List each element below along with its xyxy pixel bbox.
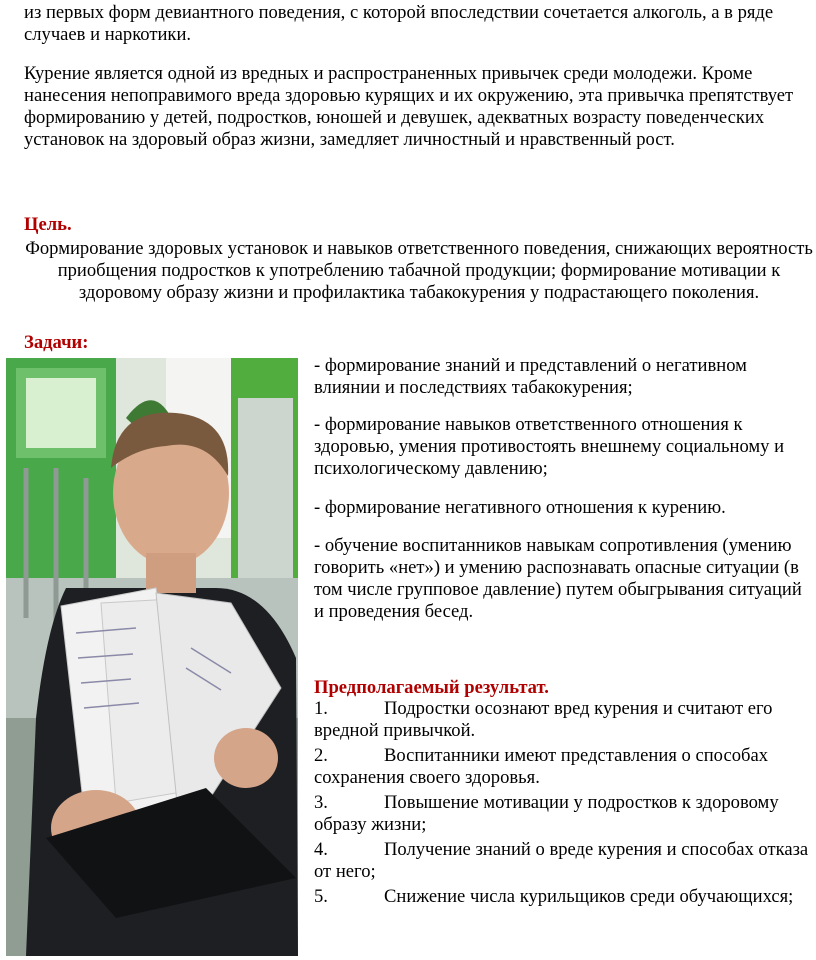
intro-paragraph-1: из первых форм девиантного поведения, с которой впоследствии сочетается алкоголь, а в ряде случаев и наркотики. bbox=[24, 2, 774, 45]
results-heading: Предполагаемый результат. bbox=[314, 677, 549, 698]
result-text: Получение знаний о вреде курения и способах отказа от него; bbox=[314, 839, 809, 882]
tasks-heading: Задачи: bbox=[24, 332, 89, 353]
result-number: 2. bbox=[314, 745, 328, 766]
goal-heading: Цель. bbox=[24, 214, 72, 235]
result-item-1 bbox=[314, 698, 810, 742]
result-text: Повышение мотивации у подростков к здоровому образу жизни; bbox=[314, 792, 779, 835]
result-number: 4. bbox=[314, 839, 328, 860]
result-text: Подростки осознают вред курения и считают его вредной привычкой. bbox=[314, 698, 773, 741]
task-item-3: - формирование негативного отношения к курению. bbox=[314, 497, 726, 518]
result-item-5 bbox=[314, 886, 810, 908]
result-text: Снижение числа курильщиков среди обучающихся; bbox=[384, 886, 794, 907]
result-text: Воспитанники имеют представления о способах сохранения своего здоровья. bbox=[314, 745, 769, 788]
task-item-1: - формирование знаний и представлений о негативном влиянии и последствиях табакокурения; bbox=[314, 355, 747, 398]
result-item-2 bbox=[314, 745, 810, 789]
result-item-3 bbox=[314, 792, 810, 836]
photo-boy-with-papers bbox=[6, 358, 298, 956]
goal-text: Формирование здоровых установок и навыков ответственного поведения, снижающих вероятность приобщения подростков к употреблению табачной продукции; формирование мотивации к здоровому образу жизни и профилактика табакокурения у подрастающего поколения. bbox=[25, 238, 813, 303]
result-number: 1. bbox=[314, 698, 328, 719]
result-number: 5. bbox=[314, 886, 328, 907]
task-item-4: - обучение воспитанников навыкам сопротивления (умению говорить «нет») и умению распознавать опасные ситуации (в том числе групповое давление) путем обыгрывания ситуаций и проведения бесед. bbox=[314, 535, 802, 622]
task-item-2: - формирование навыков ответственного отношения к здоровью, умения противостоять внешнему социальному и психологическому давлению; bbox=[314, 414, 785, 479]
result-item-4 bbox=[314, 839, 810, 883]
result-number: 3. bbox=[314, 792, 328, 813]
intro-paragraph-2: Курение является одной из вредных и распространенных привычек среди молодежи. Кроме нанесения непоправимого вреда здоровью курящих и их окружению, эта привычка препятствует формированию у детей, подростков, юношей и девушек, адекватных возрасту поведенческих установок на здоровый образ жизни, замедляет личностный и нравственный рост. bbox=[24, 63, 794, 150]
